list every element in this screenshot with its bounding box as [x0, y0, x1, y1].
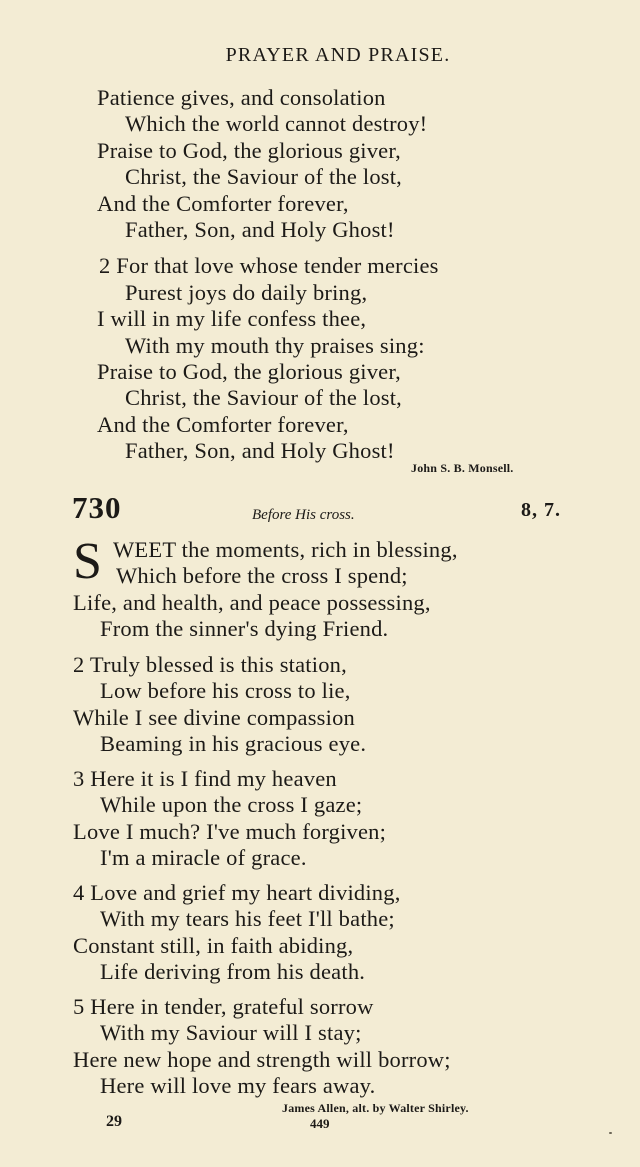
verse-line: From the sinner's dying Friend. — [100, 616, 389, 641]
author-credit: James Allen, alt. by Walter Shirley. — [282, 1101, 469, 1115]
hymn-meter: 8, 7. — [521, 499, 561, 521]
verse-line: Love I much? I've much forgiven; — [73, 819, 387, 844]
verse-line: Here will love my fears away. — [100, 1073, 376, 1098]
verse-line: Life deriving from his death. — [100, 959, 366, 984]
signature-mark: 29 — [106, 1113, 122, 1130]
verse-line: 4 Love and grief my heart dividing, — [73, 880, 401, 905]
verse-line: Father, Son, and Holy Ghost! — [125, 438, 395, 463]
verse-line: Father, Son, and Holy Ghost! — [125, 217, 395, 242]
hymn-number: 730 — [72, 490, 122, 525]
running-head: PRAYER AND PRAISE. — [225, 44, 451, 66]
paper-speck — [609, 1132, 612, 1134]
verse-line: With my Saviour will I stay; — [100, 1020, 362, 1045]
verse-line: Here new hope and strength will borrow; — [73, 1047, 451, 1072]
verse-line: Purest joys do daily bring, — [125, 280, 368, 305]
verse-line: 3 Here it is I find my heaven — [73, 766, 337, 791]
hymn-title: Before His cross. — [252, 507, 355, 523]
verse-line: And the Comforter forever, — [97, 191, 349, 216]
author-credit: John S. B. Monsell. — [411, 461, 514, 475]
verse-line: And the Comforter forever, — [97, 412, 349, 437]
verse-line: 5 Here in tender, grateful sorrow — [73, 994, 374, 1019]
verse-line: Low before his cross to lie, — [100, 678, 351, 703]
verse-line: Patience gives, and consolation — [97, 85, 386, 110]
verse-line: Christ, the Saviour of the lost, — [125, 385, 403, 410]
verse-line: Which the world cannot destroy! — [125, 111, 428, 136]
verse-line: WEET the moments, rich in blessing, — [113, 537, 458, 562]
verse-line: Which before the cross I spend; — [116, 563, 408, 588]
verse-line: Praise to God, the glorious giver, — [97, 138, 401, 163]
verse-line: I'm a miracle of grace. — [100, 845, 307, 870]
page-number: 449 — [310, 1116, 330, 1131]
verse-line: 2 For that love whose tender mercies — [99, 253, 439, 278]
verse-line: Life, and health, and peace possessing, — [73, 590, 431, 615]
verse-line: Constant still, in faith abiding, — [73, 933, 354, 958]
verse-line: With my tears his feet I'll bathe; — [100, 906, 395, 931]
verse-line: Beaming in his gracious eye. — [100, 731, 367, 756]
verse-line: 2 Truly blessed is this station, — [73, 652, 347, 677]
verse-line: Christ, the Saviour of the lost, — [125, 164, 403, 189]
verse-line: While I see divine compassion — [73, 705, 355, 730]
verse-line: While upon the cross I gaze; — [100, 792, 363, 817]
verse-line: Praise to God, the glorious giver, — [97, 359, 401, 384]
drop-cap: S — [73, 533, 102, 590]
verse-line: I will in my life confess thee, — [97, 306, 367, 331]
verse-line: With my mouth thy praises sing: — [125, 333, 425, 358]
